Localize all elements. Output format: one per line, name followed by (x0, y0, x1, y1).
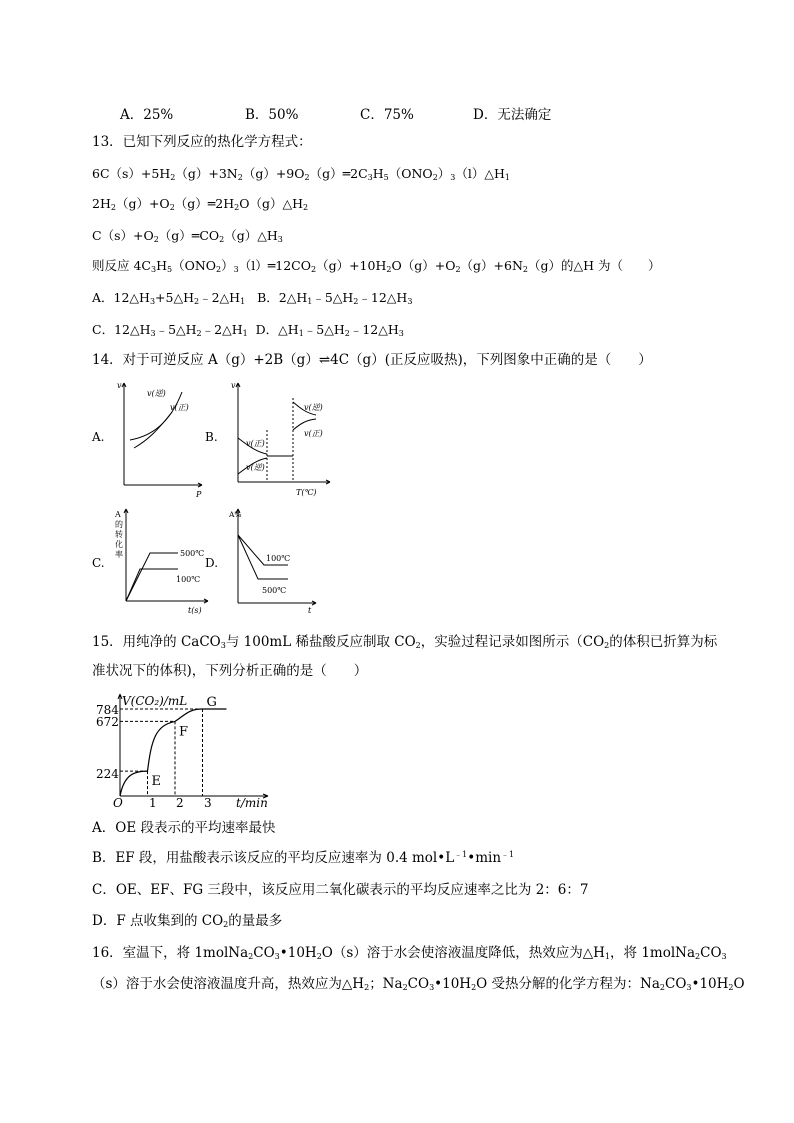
q13-options-ab (92, 290, 412, 306)
q14-c-ylabel-2: 转 (115, 530, 123, 539)
q13-option-b: B．$2\triangle H_1﹣5\triangle H_2﹣12\triangle H_3$ (257, 290, 413, 306)
q14-label-c: C. (92, 556, 105, 570)
q12-option-d: D．无法确定 (473, 107, 552, 123)
q15-xtick-1: 1 (149, 796, 157, 810)
q14-graph-d (226, 505, 326, 617)
q15-xlabel: t/min (236, 796, 268, 810)
q13-stem: 13．已知下列反应的热化学方程式： (92, 134, 312, 150)
q14-c-ylabel-4: 率 (115, 550, 123, 559)
q15-point-label-G: G (206, 695, 217, 710)
q13-equation-2: $2H_2(g)+O_2(g)═2H_2O(g)\triangle H_2$ (92, 196, 309, 212)
q14-d-ylabel: A% (229, 510, 242, 519)
q14-a-ylabel: v (117, 381, 122, 390)
q15-stem-line2: 准状况下的体积)，下列分析正确的是（ ） (92, 663, 368, 679)
q14-b-ylabel: v (231, 381, 236, 390)
q14-a-curve-reverse (130, 392, 182, 440)
q16-line2: （s）溶于水会使溶液温度升高，热效应为$\triangle H_2$；$Na_2CO_3•10H_2O$ 受热分解的化学方程为：$Na_2CO_3•10H_2O$ (92, 976, 745, 992)
q15-option-c: C．OE、EF、FG 三段中，该反应用二氧化碳表示的平均反应速率之比为 2：6：7 (92, 882, 589, 898)
q14-graph-a (112, 378, 207, 500)
q14-b-label-4: v(正) (304, 429, 323, 438)
q14-label-a: A. (92, 430, 105, 444)
q14-d-label-100: 100℃ (266, 554, 291, 563)
q13-option-d: D．$\triangle H_1﹣5\triangle H_2﹣12\triangle H_3$ (255, 322, 404, 338)
q14-graph-c (112, 505, 212, 617)
q14-d-label-500: 500℃ (262, 586, 287, 595)
q15-xtick-o: O (113, 796, 123, 810)
q15-point-label-F: F (179, 724, 189, 740)
q15-ylabel: V(CO₂)/mL (122, 694, 188, 708)
q14-a-xlabel: P (196, 490, 202, 499)
q15-point-label-E: E (151, 774, 161, 790)
q15-xtick-2: 2 (176, 796, 184, 810)
q13-option-c: C．$12\triangle H_3﹣5\triangle H_2﹣2\triangle H_1$ (92, 322, 248, 338)
q14-c-ylabel-1: 的 (115, 520, 123, 529)
q14-c-ylabel-0: A (115, 510, 121, 519)
q15-ytick-672: 672 (96, 715, 119, 729)
q13-option-a: A．$12\triangle H_3+5\triangle H_2﹣2\triangle H_1$ (92, 290, 246, 306)
q14-c-label-100: 100℃ (176, 575, 201, 584)
q13-options-cd (92, 322, 404, 338)
q16-line1: 16．室温下，将 $1molNa_2CO_3•10H_2O(s)$溶于水会使溶液温度降低，热效应为$\triangle H_1$，将 $1molNa_2CO_3$ (92, 945, 727, 961)
q14-b-xlabel: T(℃) (296, 488, 317, 497)
q14-label-b: B. (205, 430, 218, 444)
q14-label-d: D. (205, 556, 219, 570)
q13-question: 则反应 $4C_3H_5(ONO_2)_3(l)═12CO_2(g)+10H_2O(g)+O_2(g)+6N_2(g)$的△H 为（ ） (92, 258, 661, 274)
q13-equation-1: $6C(s)+5H_2(g)+3N_2(g)+9O_2(g)═2C_3H_5(ONO_2)_3(l)\triangle H_1$ (92, 166, 510, 182)
q15-stem-line1: 15．用纯净的 CaCO$_3$与 100mL 稀盐酸反应制取 $CO_2$，实验过程记录如图所示（$CO_2$的体积已折算为标 (92, 634, 718, 650)
q14-b-label-1: v(正) (246, 439, 265, 448)
q15-xtick-3: 3 (204, 796, 212, 810)
q15-ytick-224: 224 (96, 767, 119, 781)
q12-option-a: A．25% (120, 107, 174, 123)
q15-option-d: D．F 点收集到的 $CO_2$的量最多 (92, 913, 283, 929)
q14-c-label-500: 500℃ (180, 549, 205, 558)
q14-b-label-2: v(逆) (246, 463, 265, 472)
q15-curve (120, 709, 227, 796)
q12-option-c: C．75% (360, 107, 414, 123)
q14-graph-b (226, 378, 336, 500)
q14-stem: 14．对于可逆反应 A（g）+2B（g）⇌4C（g）(正反应吸热)，下列图象中正确的是（ ） (92, 352, 652, 368)
q15-ytick-784: 784 (96, 703, 119, 717)
q15-option-b: B．EF 段，用盐酸表示该反应的平均反应速率为 0.4 $mol•L^{﹣1}•\min^{﹣1}$ (92, 850, 515, 866)
q14-b-label-3: v(逆) (304, 403, 323, 412)
q14-d-xlabel: t (308, 606, 312, 615)
q13-equation-3: $C(s)+O_2(g)═CO_2(g)\triangle H_3$ (92, 228, 283, 244)
q14-a-curve-forward (134, 412, 172, 448)
q14-a-label-reverse: v(逆) (147, 389, 166, 398)
q12-option-b: B．50% (245, 107, 299, 123)
q14-c-ylabel-3: 化 (115, 540, 123, 549)
q14-c-xlabel: t(s) (188, 606, 202, 615)
q14-a-label-forward: v(正) (170, 403, 189, 412)
q15-chart (96, 690, 273, 810)
q15-option-a: A．OE 段表示的平均速率最快 (92, 820, 276, 836)
